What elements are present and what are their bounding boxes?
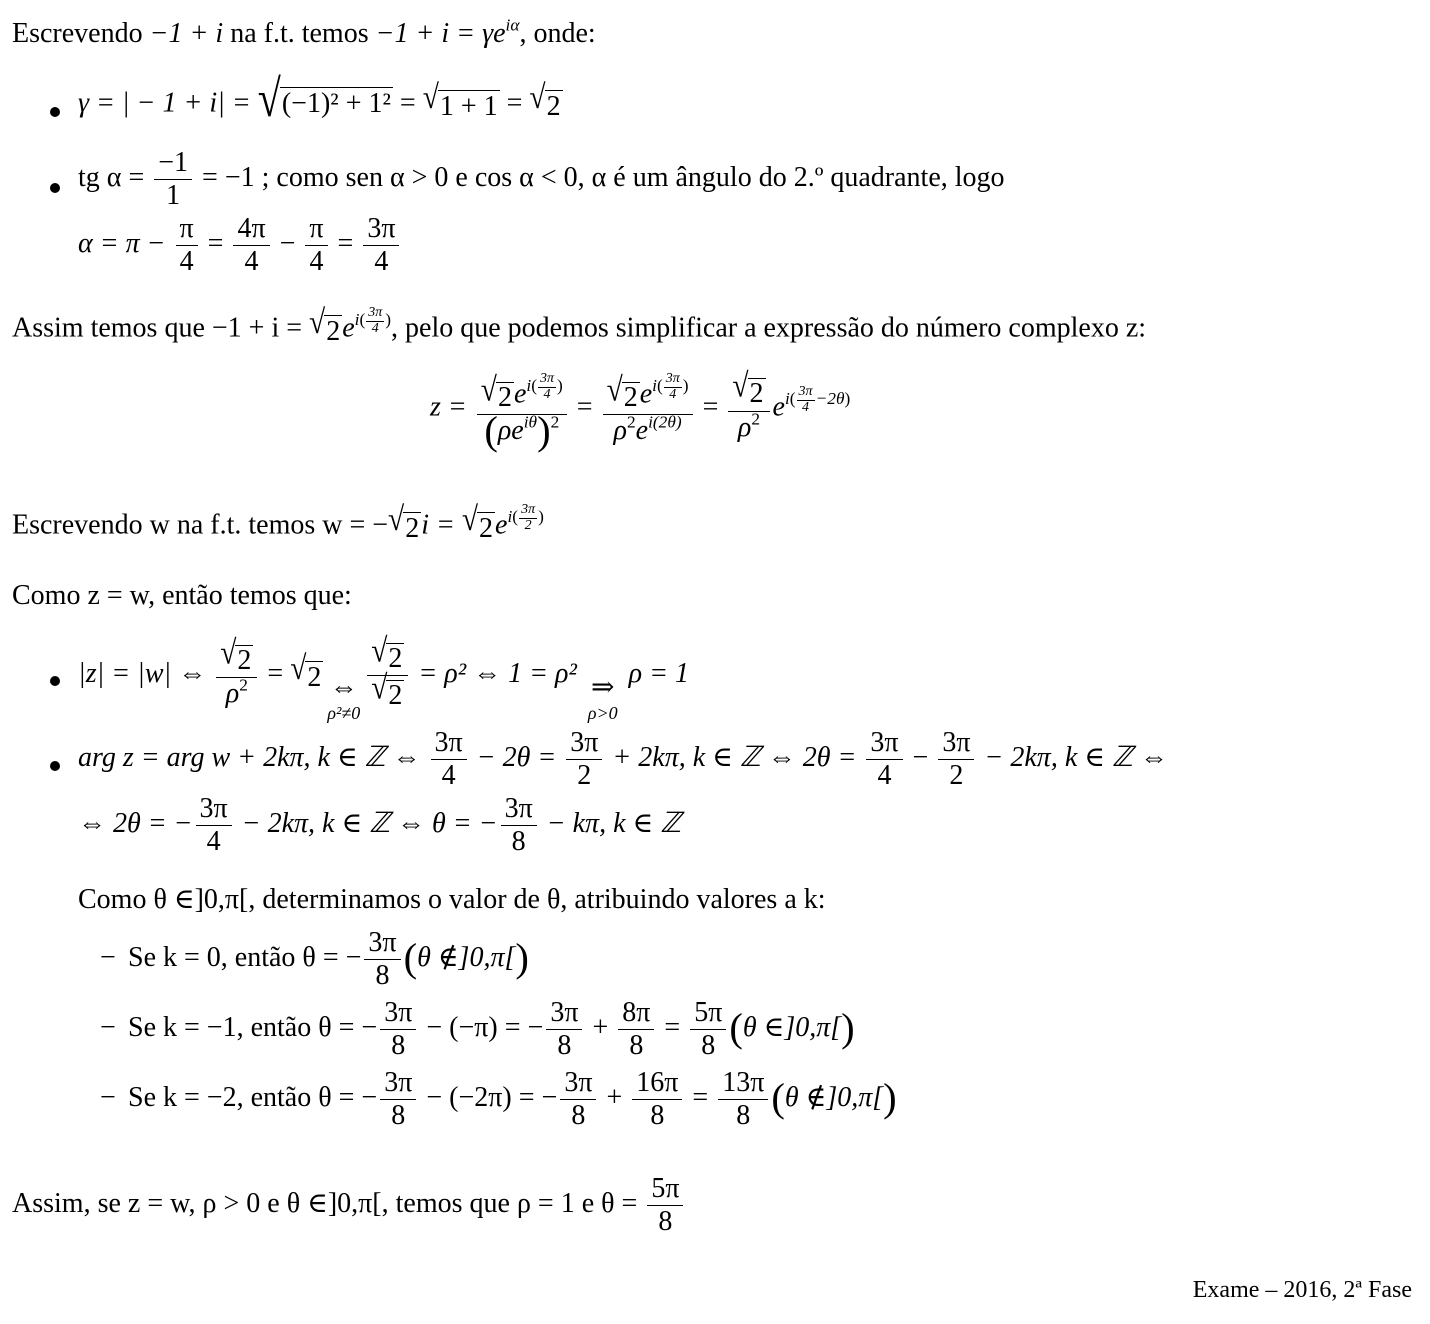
arg-text-4: − 2kπ, k ∈ ℤ ⇔: [977, 742, 1168, 774]
sqrt-assim: √ 2: [309, 304, 341, 348]
case-k0-text: Se k = 0, então θ = −: [128, 942, 362, 974]
arg-frac-1: $\frac{3\pi}{4}$: [431, 728, 467, 791]
conclusion-line: [12, 1174, 686, 1237]
mod-frac-1: √ 2 $\rho^2$: [216, 642, 257, 709]
como-line-2: Como θ ∈]0,π[, determinamos o valor de θ, atribuindo valores a k:: [78, 884, 826, 915]
case-k-1: − Se k = −1, então θ = − $\frac{3\pi}{8}$ − (−π) = − $\frac{3\pi}{8}$ + $\frac{8\pi}{8}$ = $\frac{5\pi}{8}$ (θ ∈]0,π[): [100, 997, 855, 1062]
como-line-1: Como z = w, então temos que:: [12, 580, 352, 611]
gamma-eq2: =: [392, 87, 423, 119]
bullet-modulus: |z| = |w| ⇔ √ 2 $\rho^2$ = √ 2 ⇔ ρ²≠0 √ 2 √ 2 = ρ² ⇔ 1 = ρ² ⇒ ρ>0 ρ = 1: [78, 632, 690, 724]
case-k2-text: Se k = −2, então θ = −: [128, 1082, 378, 1114]
z-equation: z = √ 2 $e^{i( \frac{3\pi}{4} )}$ $(\rho e^{i\theta})^2$ = √ 2 $e^{i( \frac{3\pi}{4} )}$ $\rho^2e^{i(2\theta)}$ = √ 2 $\rho^2$ $e^{i( \frac{3\pi}{4} -2\theta)}$: [430, 368, 851, 453]
intro-expr: −1 + i: [149, 18, 224, 49]
mod-text-1: |z| = |w| ⇔: [78, 658, 214, 690]
tg-rhs: = −1 ; como sen α > 0 e cos α < 0, α é um ângulo do 2.º quadrante, logo: [195, 162, 1005, 194]
gamma-lhs: γ = | − 1 + i| =: [78, 87, 258, 119]
arg-text-3: + 2kπ, k ∈ ℤ ⇔ 2θ =: [605, 742, 864, 774]
arg-frac-2: $\frac{3\pi}{2}$: [566, 728, 602, 791]
tg-fraction: $\frac{-1}{1}$: [154, 148, 192, 211]
mod-cond-2: ⇒ ρ>0: [587, 672, 618, 724]
case-k0-tail: θ ∉]0,π[: [417, 942, 516, 974]
arg-frac-5: $\frac{3\pi}{4}$: [196, 794, 232, 857]
mod-cond-1: ⇔ ρ²≠0: [327, 672, 361, 724]
arg-line-2: [78, 794, 681, 857]
mod-eq-2: ρ = 1: [621, 658, 690, 690]
case-k0-frac: $\frac{3\pi}{8}$: [364, 928, 400, 991]
bullet-gamma: [78, 71, 563, 129]
assim-exp: i( 3π 4 ): [354, 305, 392, 336]
gamma-eq3: =: [499, 87, 530, 119]
alpha-frac-3: $\frac{\pi}{4}$: [305, 214, 327, 277]
z-lhs: z =: [430, 391, 474, 423]
assim-line: Assim temos que −1 + i = √ 2 $e^{i( \frac{3\pi}{4} )}$, pelo que podemos simplificar a expressão do número complexo z:: [12, 304, 1147, 348]
mod-eq-1: = ρ² ⇔ 1 = ρ²: [411, 658, 584, 690]
alpha-frac-1: $\frac{\pi}{4}$: [176, 214, 198, 277]
arg-frac-3: $\frac{3\pi}{4}$: [866, 728, 902, 791]
w-line: Escrevendo w na f.t. temos w = − √ 2 i = √ 2 $e^{i( \frac{3\pi}{2} )}$: [12, 501, 544, 545]
sqrt-1-content: (−1)² + 1²: [280, 87, 393, 126]
assim-text-1: Assim temos que −1 + i =: [12, 312, 310, 344]
sqrt-3-content: 2: [546, 91, 561, 122]
case-k1-tail: θ ∈]0,π[: [742, 1012, 842, 1044]
z-frac-3: √ 2 $\rho^2$: [728, 375, 769, 442]
sqrt-2: √ 1 + 1: [422, 79, 498, 122]
sqrt-2-content: 1 + 1: [439, 91, 498, 122]
case-k1-text: Se k = −1, então θ = −: [128, 1012, 378, 1044]
case-k-2: − Se k = −2, então θ = − $\frac{3\pi}{8}$ − (−2π) = − $\frac{3\pi}{8}$ + $\frac{16\pi}{8}$ = $\frac{13\pi}{8}$ (θ ∉]0,π[): [100, 1067, 897, 1132]
z-frac-2: √ 2 $e^{i( \frac{3\pi}{4} )}$ $\rho^2e^{i(2\theta)}$: [603, 372, 693, 446]
sqrt-3: √ 2: [529, 79, 561, 122]
arg-frac-6: $\frac{3\pi}{8}$: [501, 794, 537, 857]
arg-text-2: − 2θ =: [469, 742, 564, 774]
mod-frac-2: √ 2 √ 2: [367, 640, 408, 711]
alpha-frac-4: $\frac{3\pi}{4}$: [363, 214, 399, 277]
case-k2-tail: θ ∉]0,π[: [784, 1082, 884, 1114]
conclusion-frac: $\frac{5\pi}{8}$: [647, 1174, 683, 1237]
arg-line2-b: − 2kπ, k ∈ ℤ ⇔ θ = −: [234, 808, 498, 840]
arg-frac-4: $\frac{3\pi}{2}$: [938, 728, 974, 791]
bullet-arg-dot: [50, 761, 60, 771]
z-final-exp: i( 3π 4 −2θ): [784, 384, 851, 415]
arg-line2-a: ⇔ 2θ = −: [78, 808, 193, 840]
w-text-2: i =: [421, 509, 462, 541]
assim-text-2: , pelo que podemos simplificar a expressão do número complexo z:: [391, 312, 1147, 344]
arg-text-1: arg z = arg w + 2kπ, k ∈ ℤ ⇔: [78, 742, 428, 774]
intro-eq: −1 + i = γe: [375, 18, 506, 49]
bullet-modulus-dot: [50, 676, 60, 686]
alpha-lhs: α = π −: [78, 228, 173, 260]
bullet-tg-dot: [50, 183, 60, 193]
mod-sqrt: √ 2: [290, 650, 322, 693]
conclusion-text: Assim, se z = w, ρ > 0 e θ ∈]0,π[, temos que ρ = 1 e θ =: [12, 1188, 645, 1220]
bullet-gamma-dot: [50, 107, 60, 117]
sqrt-w: √ 2: [388, 501, 420, 545]
intro-sup: iα: [505, 15, 520, 35]
tg-lhs: tg α =: [78, 162, 152, 194]
intro-prefix: Escrevendo: [12, 18, 150, 49]
case-k0: − Se k = 0, então θ = − $\frac{3\pi}{8}$ (θ ∉]0,π[): [100, 927, 529, 992]
intro-suffix: , onde:: [519, 18, 596, 49]
intro-line: [12, 15, 596, 50]
exam-source: Exame – 2016, 2ª Fase: [1192, 1277, 1412, 1303]
w-exp: i( 3π 2 ): [507, 502, 544, 533]
z-frac-1: √ 2 $e^{i( \frac{3\pi}{4} )}$ $(\rho e^{i\theta})^2$: [477, 372, 567, 446]
arg-line2-c: − kπ, k ∈ ℤ: [539, 808, 682, 840]
sqrt-w-2: √ 2: [461, 501, 494, 545]
w-text-1: Escrevendo w na f.t. temos w = −: [12, 509, 389, 541]
bullet-tg: [78, 148, 1005, 211]
alpha-line: α = π − $\frac{\pi}{4}$ = $\frac{4\pi}{4}$ − $\frac{\pi}{4}$ = $\frac{3\pi}{4}$: [78, 214, 402, 277]
alpha-frac-2: $\frac{4\pi}{4}$: [233, 214, 269, 277]
sqrt-1: √ (−1)² + 1²: [257, 71, 391, 129]
intro-mid: na f.t. temos: [223, 18, 376, 49]
bullet-arg: arg z = arg w + 2kπ, k ∈ ℤ ⇔ $\frac{3\pi}{4}$ − 2θ = $\frac{3\pi}{2}$ + 2kπ, k ∈ ℤ ⇔ 2θ = $\frac{3\pi}{4}$ − $\frac{3\pi}{2}$ − 2kπ, k ∈ ℤ ⇔: [78, 727, 1168, 792]
